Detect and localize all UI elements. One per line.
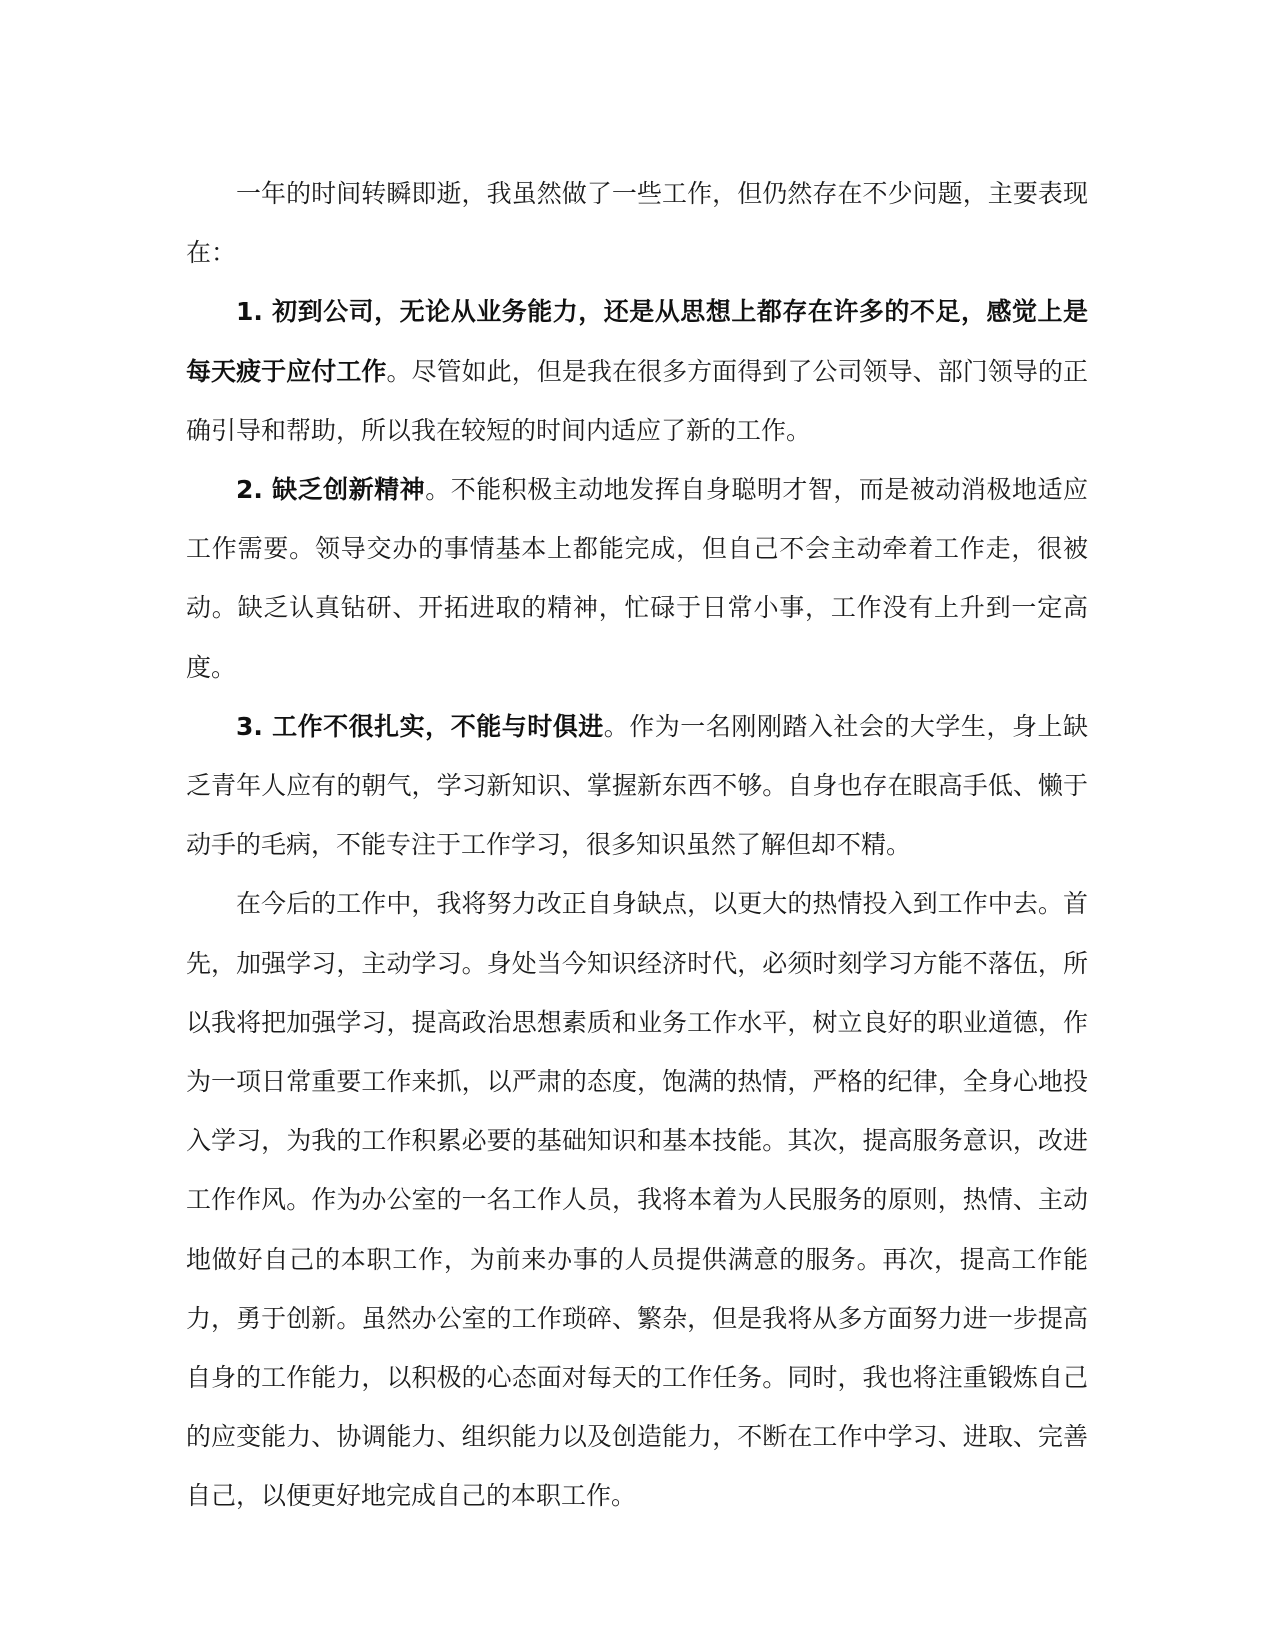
point-heading: 1. 初到公司，无论从业务能力，还是从思想上都存在许多的不足，感觉上是每天疲于应付工作: [186, 297, 1088, 386]
paragraph-intro: [186, 164, 1088, 282]
paragraph-text: 在今后的工作中，我将努力改正自身缺点，以更大的热情投入到工作中去。首先，加强学习，主动学习。身处当今知识经济时代，必须时刻学习方能不落伍，所以我将把加强学习，提高政治思想素质和业务工作水平，树立良好的职业道德，作为一项日常重要工作来抓，以严肃的态度，饱满的热情，严格的纪律，全身心地投入学习，为我的工作积累必要的基础知识和基本技能。其次，提高服务意识，改进工作作风。作为办公室的一名工作人员，我将本着为人民服务的原则，热情、主动地做好自己的本职工作，为前来办事的人员提供满意的服务。再次，提高工作能力，勇于创新。虽然办公室的工作琐碎、繁杂，但是我将从多方面努力进一步提高自身的工作能力，以积极的心态面对每天的工作任务。同时，我也将注重锻炼自己的应变能力、协调能力、组织能力以及创造能力，不断在工作中学习、进取、完善自己，以便更好地完成自己的本职工作。: [186, 889, 1088, 1511]
paragraph-point-3: [186, 697, 1088, 875]
document-body: [186, 164, 1088, 1526]
point-heading: 2. 缺乏创新精神: [236, 475, 426, 505]
paragraph-text: 。作为一名刚刚踏入社会的大学生，身上缺乏青年人应有的朝气，学习新知识、掌握新东西不够。自身也存在眼高手低、懒于动手的毛病，不能专注于工作学习，很多知识虽然了解但却不精。: [186, 711, 1088, 860]
paragraph-future-plan: [186, 874, 1088, 1525]
paragraph-point-2: [186, 460, 1088, 697]
paragraph-text: 。尽管如此，但是我在很多方面得到了公司领导、部门领导的正确引导和帮助，所以我在较短的时间内适应了新的工作。: [186, 356, 1088, 445]
point-heading: 3. 工作不很扎实，不能与时俱进: [236, 711, 604, 741]
paragraph-point-1: [186, 282, 1088, 460]
paragraph-text: 。不能积极主动地发挥自身聪明才智，而是被动消极地适应工作需要。领导交办的事情基本上都能完成，但自己不会主动牵着工作走，很被动。缺乏认真钻研、开拓进取的精神，忙碌于日常小事，工作没有上升到一定高度。: [186, 475, 1088, 682]
paragraph-text: 一年的时间转瞬即逝，我虽然做了一些工作，但仍然存在不少问题，主要表现在：: [186, 179, 1088, 268]
